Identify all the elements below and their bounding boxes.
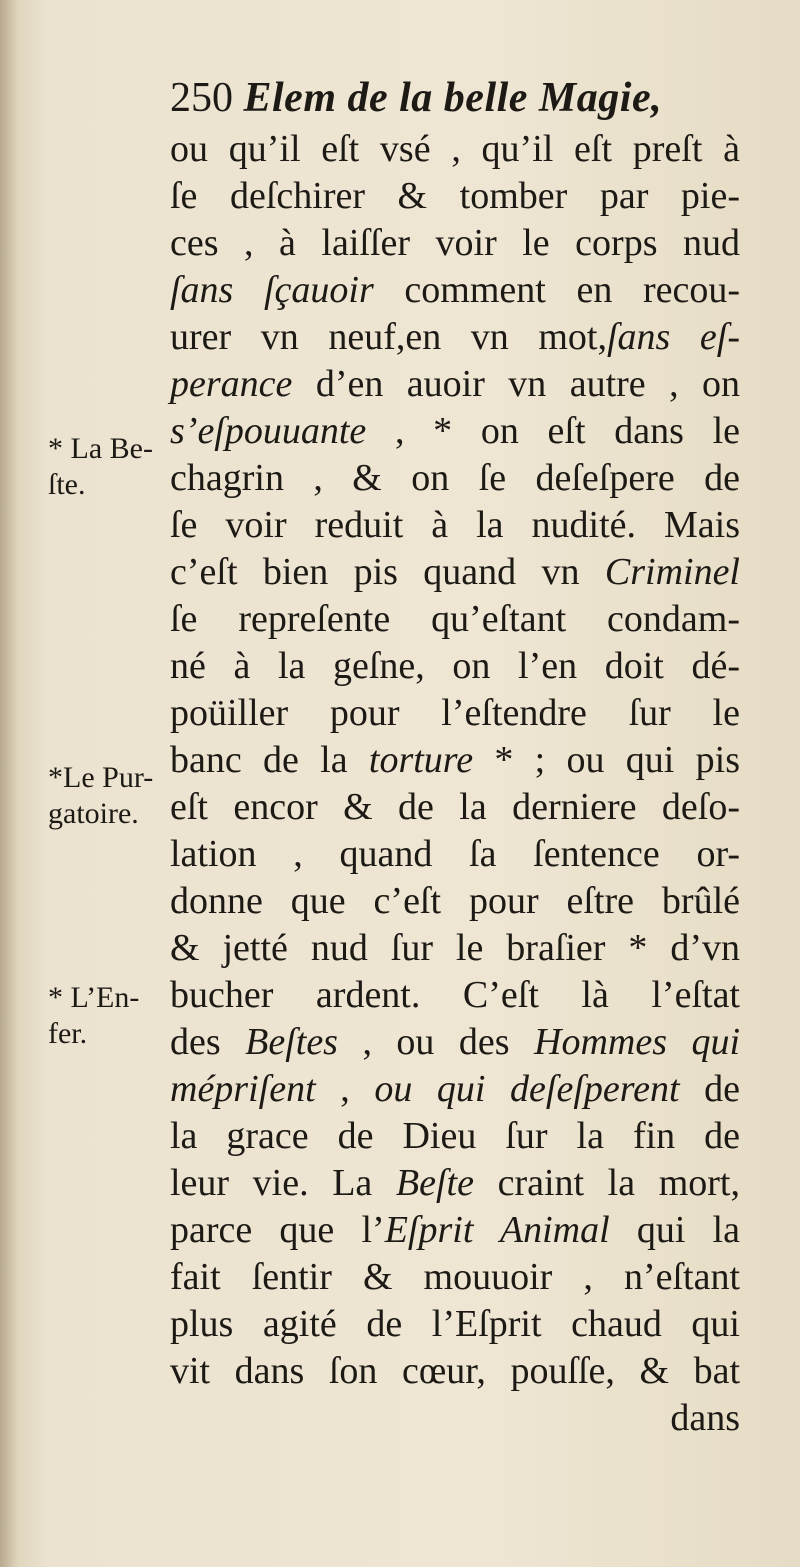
- text-segment: comment en recou-: [373, 269, 740, 311]
- running-title: Elem de la belle Magie,: [243, 75, 663, 121]
- body-text: [170, 126, 740, 1442]
- text-segment: donne que c’eſt pour eſtre brûlé: [170, 880, 740, 922]
- italic-text: Eſprit Animal: [384, 1209, 610, 1251]
- italic-text: mépriſent: [170, 1068, 316, 1110]
- catchword: dans: [670, 1397, 740, 1439]
- italic-text: Beſtes: [245, 1021, 338, 1063]
- text-segment: ſe deſchirer & tomber par pie-: [170, 175, 740, 217]
- margin-note-line: ſte.: [48, 468, 86, 501]
- text-line: [170, 972, 740, 1019]
- text-line: [170, 1207, 740, 1254]
- italic-text: ſans ſçauoir: [170, 269, 374, 311]
- text-segment: né à la geſne, on l’en doit dé-: [170, 645, 740, 687]
- text-line: [170, 784, 740, 831]
- text-line: [170, 1301, 740, 1348]
- text-segment: & jetté nud ſur le braſier * d’vn: [170, 927, 740, 969]
- text-line: [170, 455, 740, 502]
- page-header: [170, 74, 662, 122]
- text-segment: poüiller pour l’eſtendre ſur le: [170, 692, 740, 734]
- text-line: [170, 502, 740, 549]
- text-line: [170, 596, 740, 643]
- text-line: [170, 1019, 740, 1066]
- text-segment: lation , quand ſa ſentence or-: [170, 833, 740, 875]
- text-line: [170, 314, 740, 361]
- italic-text: perance: [170, 363, 293, 405]
- text-line: [170, 361, 740, 408]
- text-segment: ou qu’il eſt vsé , qu’il eſt preſt à: [170, 128, 740, 170]
- text-segment: de: [679, 1068, 741, 1110]
- text-line: [170, 267, 740, 314]
- text-segment: , ou des: [337, 1021, 534, 1063]
- text-line: [170, 126, 740, 173]
- margin-note-line: fer.: [48, 1017, 88, 1050]
- margin-note-line: * La Be-: [48, 432, 153, 465]
- text-line: [170, 831, 740, 878]
- page-number: 250: [170, 75, 233, 121]
- text-segment: ſe voir reduit à la nudité. Mais: [170, 504, 740, 546]
- text-line: [170, 408, 740, 455]
- italic-text: torture: [368, 739, 474, 781]
- italic-text: ſans eſ-: [606, 316, 740, 358]
- text-segment: banc de la: [170, 739, 369, 781]
- text-line: [170, 1113, 740, 1160]
- text-segment: la grace de Dieu ſur la fin de: [170, 1115, 740, 1157]
- margin-note-la-beste: [48, 431, 153, 503]
- text-segment: eſt encor & de la derniere deſo-: [170, 786, 740, 828]
- italic-text: Hommes qui: [534, 1021, 741, 1063]
- text-line: [170, 1160, 740, 1207]
- text-segment: urer vn neuf,en vn mot,: [170, 316, 607, 358]
- text-segment: ſe repreſente qu’eſtant condam-: [170, 598, 740, 640]
- margin-note-l-enfer: [48, 980, 139, 1052]
- text-segment: plus agité de l’Eſprit chaud qui: [170, 1303, 740, 1345]
- text-line: [170, 173, 740, 220]
- italic-text: ou qui deſeſperent: [374, 1068, 680, 1110]
- text-segment: ,: [315, 1068, 375, 1110]
- margin-note-line: *Le Pur-: [48, 761, 154, 794]
- margin-note-le-purgatoire: [48, 760, 153, 832]
- text-segment: vit dans ſon cœur, pouſſe, & bat: [170, 1350, 740, 1392]
- italic-text: Criminel: [604, 551, 740, 593]
- text-line: [170, 220, 740, 267]
- text-line: [170, 878, 740, 925]
- text-segment: * ; ou qui pis: [473, 739, 740, 781]
- text-segment: d’en auoir vn autre , on: [292, 363, 740, 405]
- text-segment: c’eſt bien pis quand vn: [170, 551, 605, 593]
- text-line: [170, 549, 740, 596]
- text-segment: qui la: [609, 1209, 740, 1251]
- text-segment: fait ſentir & mouuoir , n’eſtant: [170, 1256, 740, 1298]
- text-segment: parce que l’: [170, 1209, 385, 1251]
- italic-text: Beſte: [395, 1162, 474, 1204]
- margin-note-line: * L’En-: [48, 981, 140, 1014]
- text-line: [170, 1254, 740, 1301]
- text-line: [170, 737, 740, 784]
- text-line: [170, 690, 740, 737]
- text-segment: , * on eſt dans le: [366, 410, 740, 452]
- text-line: [170, 1066, 740, 1113]
- text-segment: leur vie. La: [170, 1162, 396, 1204]
- text-segment: des: [170, 1021, 246, 1063]
- page-gutter-shadow: [0, 0, 18, 1567]
- text-line: [170, 925, 740, 972]
- text-segment: bucher ardent. C’eſt là l’eſtat: [170, 974, 740, 1016]
- text-segment: craint la mort,: [473, 1162, 740, 1204]
- text-segment: ces , à laiſſer voir le corps nud: [170, 222, 740, 264]
- margin-note-line: gatoire.: [48, 797, 139, 830]
- italic-text: s’eſpouuante: [170, 410, 367, 452]
- text-line: [170, 643, 740, 690]
- text-segment: chagrin , & on ſe deſeſpere de: [170, 457, 740, 499]
- text-line: [170, 1348, 740, 1395]
